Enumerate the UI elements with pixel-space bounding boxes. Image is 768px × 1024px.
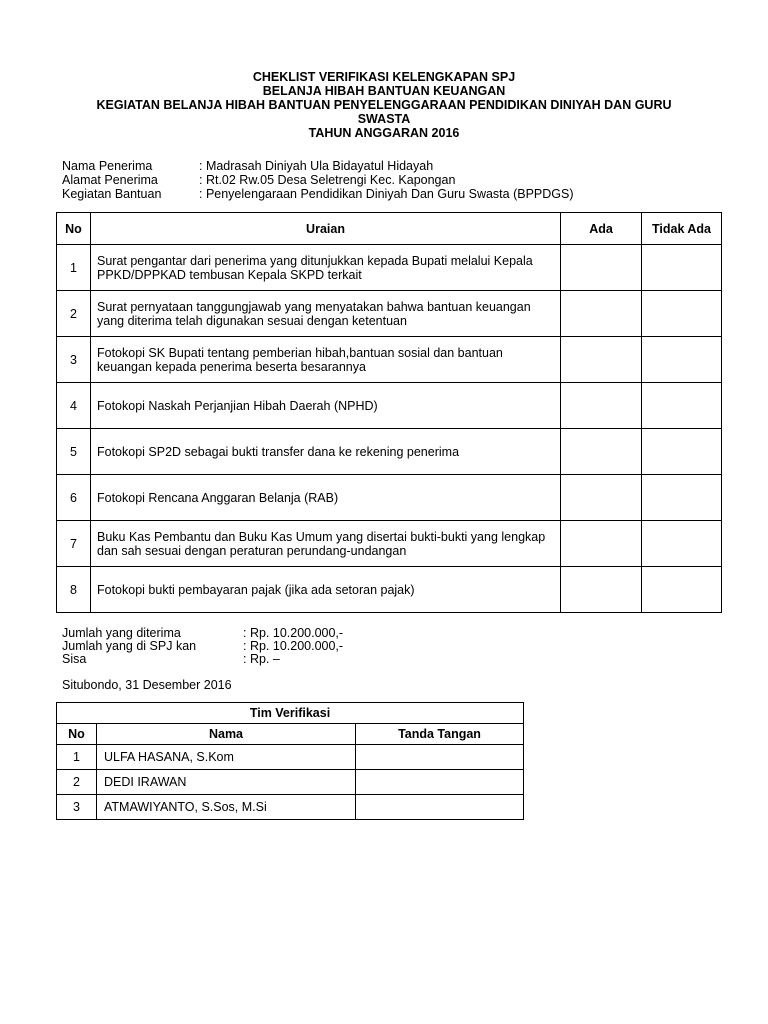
header-activity: KEGIATAN BELANJA HIBAH BANTUAN PENYELENGGARAAN PENDIDIKAN DINIYAH DAN GURU xyxy=(96,98,672,112)
tidak-ada-cell xyxy=(642,337,722,383)
ada-cell xyxy=(561,383,642,429)
tidak-ada-cell xyxy=(642,429,722,475)
signature-cell xyxy=(356,795,524,820)
col-no: No xyxy=(57,213,91,245)
tim-row-no: 1 xyxy=(57,745,97,770)
row-no: 5 xyxy=(57,429,91,475)
ada-cell xyxy=(561,337,642,383)
col-tidak-ada: Tidak Ada xyxy=(642,213,722,245)
table-row xyxy=(57,383,722,429)
tim-title: Tim Verifikasi xyxy=(57,703,524,724)
ada-cell xyxy=(561,245,642,291)
totals-block xyxy=(62,627,343,666)
table-row xyxy=(57,795,524,820)
nama-label: Nama Penerima xyxy=(62,159,153,173)
spj-value: : Rp. 10.200.000,- xyxy=(243,639,344,653)
row-uraian: Fotokopi SP2D sebagai bukti transfer dana ke rekening penerima xyxy=(91,429,561,475)
table-row xyxy=(57,291,722,337)
table-row xyxy=(57,475,722,521)
ada-cell xyxy=(561,567,642,613)
col-ada: Ada xyxy=(561,213,642,245)
tidak-ada-cell xyxy=(642,521,722,567)
ada-cell xyxy=(561,521,642,567)
alamat-label: Alamat Penerima xyxy=(62,173,158,187)
tim-row-nama: ATMAWIYANTO, S.Sos, M.Si xyxy=(97,795,356,820)
row-no: 7 xyxy=(57,521,91,567)
row-no: 3 xyxy=(57,337,91,383)
row-uraian: Fotokopi SK Bupati tentang pemberian hibah,bantuan sosial dan bantuan keuangan kepada penerima beserta besarannya xyxy=(91,337,561,383)
tidak-ada-cell xyxy=(642,475,722,521)
alamat-value: : Rt.02 Rw.05 Desa Seletrengi Kec. Kapongan xyxy=(199,173,456,187)
row-no: 6 xyxy=(57,475,91,521)
row-uraian: Fotokopi Rencana Anggaran Belanja (RAB) xyxy=(91,475,561,521)
tidak-ada-cell xyxy=(642,291,722,337)
diterima-label: Jumlah yang diterima xyxy=(62,626,181,640)
nama-value: : Madrasah Diniyah Ula Bidayatul Hidayah xyxy=(199,159,434,173)
kegiatan-value: : Penyelengaraan Pendidikan Diniyah Dan Guru Swasta (BPPDGS) xyxy=(199,187,574,201)
table-row xyxy=(57,567,722,613)
tidak-ada-cell xyxy=(642,567,722,613)
row-uraian: Fotokopi Naskah Perjanjian Hibah Daerah (NPHD) xyxy=(91,383,561,429)
ada-cell xyxy=(561,291,642,337)
sisa-value: : Rp. – xyxy=(243,652,280,666)
place-date: Situbondo, 31 Desember 2016 xyxy=(62,678,232,692)
col-uraian: Uraian xyxy=(91,213,561,245)
row-uraian: Surat pengantar dari penerima yang ditunjukkan kepada Bupati melalui Kepala PPKD/DPPKAD tembusan Kepala SKPD terkait xyxy=(91,245,561,291)
table-row xyxy=(57,521,722,567)
table-row xyxy=(57,337,722,383)
header-subtitle: BELANJA HIBAH BANTUAN KEUANGAN xyxy=(262,84,506,98)
ada-cell xyxy=(561,429,642,475)
signature-cell xyxy=(356,770,524,795)
row-uraian: Buku Kas Pembantu dan Buku Kas Umum yang disertai bukti-bukti yang lengkap dan sah sesuai dengan peraturan perundang-undangan xyxy=(91,521,561,567)
ada-cell xyxy=(561,475,642,521)
row-no: 1 xyxy=(57,245,91,291)
tim-verifikasi-table xyxy=(56,702,524,820)
header-year: TAHUN ANGGARAN 2016 xyxy=(308,126,460,140)
header-title: CHEKLIST VERIFIKASI KELENGKAPAN SPJ xyxy=(252,70,516,84)
diterima-value: : Rp. 10.200.000,- xyxy=(243,626,344,640)
recipient-info xyxy=(62,159,574,201)
tim-col-no: No xyxy=(57,724,97,745)
kegiatan-label: Kegiatan Bantuan xyxy=(62,187,162,201)
tim-col-ttd: Tanda Tangan xyxy=(356,724,524,745)
tim-row-no: 3 xyxy=(57,795,97,820)
row-no: 4 xyxy=(57,383,91,429)
row-uraian: Surat pernyataan tanggungjawab yang menyatakan bahwa bantuan keuangan yang diterima telah digunakan sesuai dengan ketentuan xyxy=(91,291,561,337)
document-header xyxy=(0,70,768,140)
row-no: 8 xyxy=(57,567,91,613)
tim-row-no: 2 xyxy=(57,770,97,795)
tim-row-nama: ULFA HASANA, S.Kom xyxy=(97,745,356,770)
row-uraian: Fotokopi bukti pembayaran pajak (jika ada setoran pajak) xyxy=(91,567,561,613)
tim-row-nama: DEDI IRAWAN xyxy=(97,770,356,795)
spj-label: Jumlah yang di SPJ kan xyxy=(62,639,197,653)
tidak-ada-cell xyxy=(642,245,722,291)
table-row xyxy=(57,429,722,475)
table-row xyxy=(57,745,524,770)
header-activity-cont: SWASTA xyxy=(357,112,411,126)
checklist-table xyxy=(56,212,722,613)
tim-col-nama: Nama xyxy=(97,724,356,745)
tidak-ada-cell xyxy=(642,383,722,429)
signature-cell xyxy=(356,745,524,770)
row-no: 2 xyxy=(57,291,91,337)
sisa-label: Sisa xyxy=(62,652,87,666)
table-row xyxy=(57,770,524,795)
table-row xyxy=(57,245,722,291)
